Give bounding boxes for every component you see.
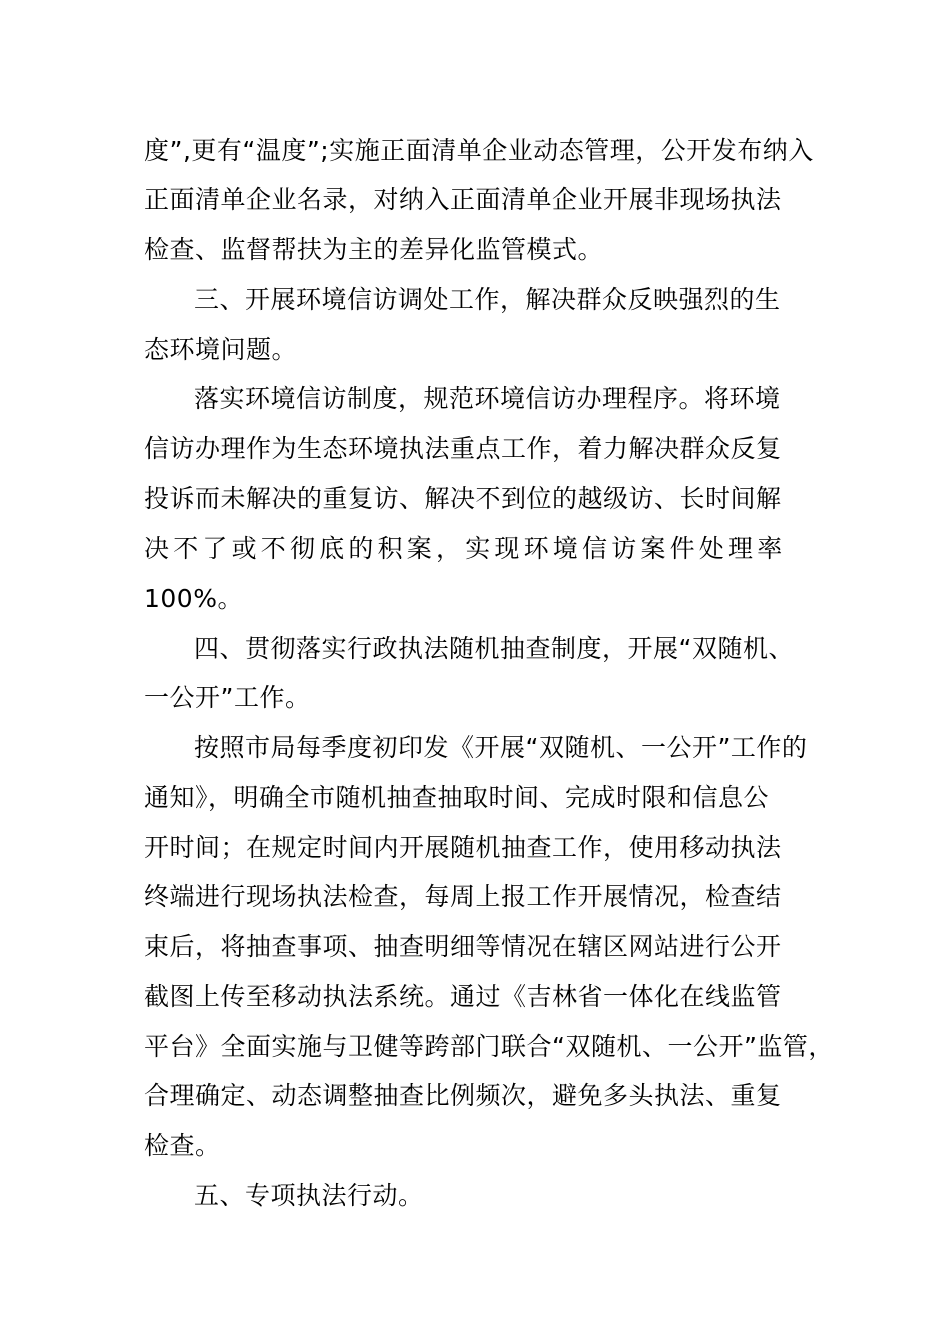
text-line: 束后，将抽查事项、抽查明细等情况在辖区网站进行公开	[144, 932, 782, 961]
section-heading-4: 四、贯彻落实行政执法随机抽查制度，开展“双随机、	[194, 634, 794, 663]
text-line: 截图上传至移动执法系统。通过《吉林省一体化在线监管	[144, 982, 782, 1011]
section-heading-5: 五、专项执法行动。	[194, 1181, 424, 1210]
text-line: 终端进行现场执法检查，每周上报工作开展情况，检查结	[144, 882, 782, 911]
text-line: 检查。	[144, 1131, 221, 1160]
paragraph-start: 落实环境信访制度，规范环境信访办理程序。将环境	[194, 384, 781, 413]
text-line: 合理确定、动态调整抽查比例频次，避免多头执法、重复	[144, 1081, 782, 1110]
section-heading-3: 三、开展环境信访调处工作，解决群众反映强烈的生	[194, 285, 781, 314]
text-line: 正面清单企业名录，对纳入正面清单企业开展非现场执法	[144, 185, 782, 214]
text-line: 一公开”工作。	[144, 683, 311, 712]
text-line: 100%。	[144, 584, 243, 613]
text-line: 态环境问题。	[144, 335, 298, 364]
text-line: 度”,更有“温度”;实施正面清单企业动态管理，公开发布纳入	[144, 136, 814, 165]
text-line: 信访办理作为生态环境执法重点工作，着力解决群众反复	[144, 434, 782, 463]
text-line: 决不了或不彻底的积案，实现环境信访案件处理率	[144, 534, 787, 563]
text-line: 平台》全面实施与卫健等跨部门联合“双随机、一公开”监管，	[144, 1032, 834, 1061]
paragraph-start: 按照市局每季度初印发《开展“双随机、一公开”工作的	[194, 733, 808, 762]
text-line: 检查、监督帮扶为主的差异化监管模式。	[144, 235, 604, 264]
text-line: 通知》，明确全市随机抽查抽取时间、完成时限和信息公	[144, 783, 770, 812]
text-line: 投诉而未解决的重复访、解决不到位的越级访、长时间解	[144, 484, 782, 513]
text-line: 开时间；在规定时间内开展随机抽查工作，使用移动执法	[144, 833, 782, 862]
